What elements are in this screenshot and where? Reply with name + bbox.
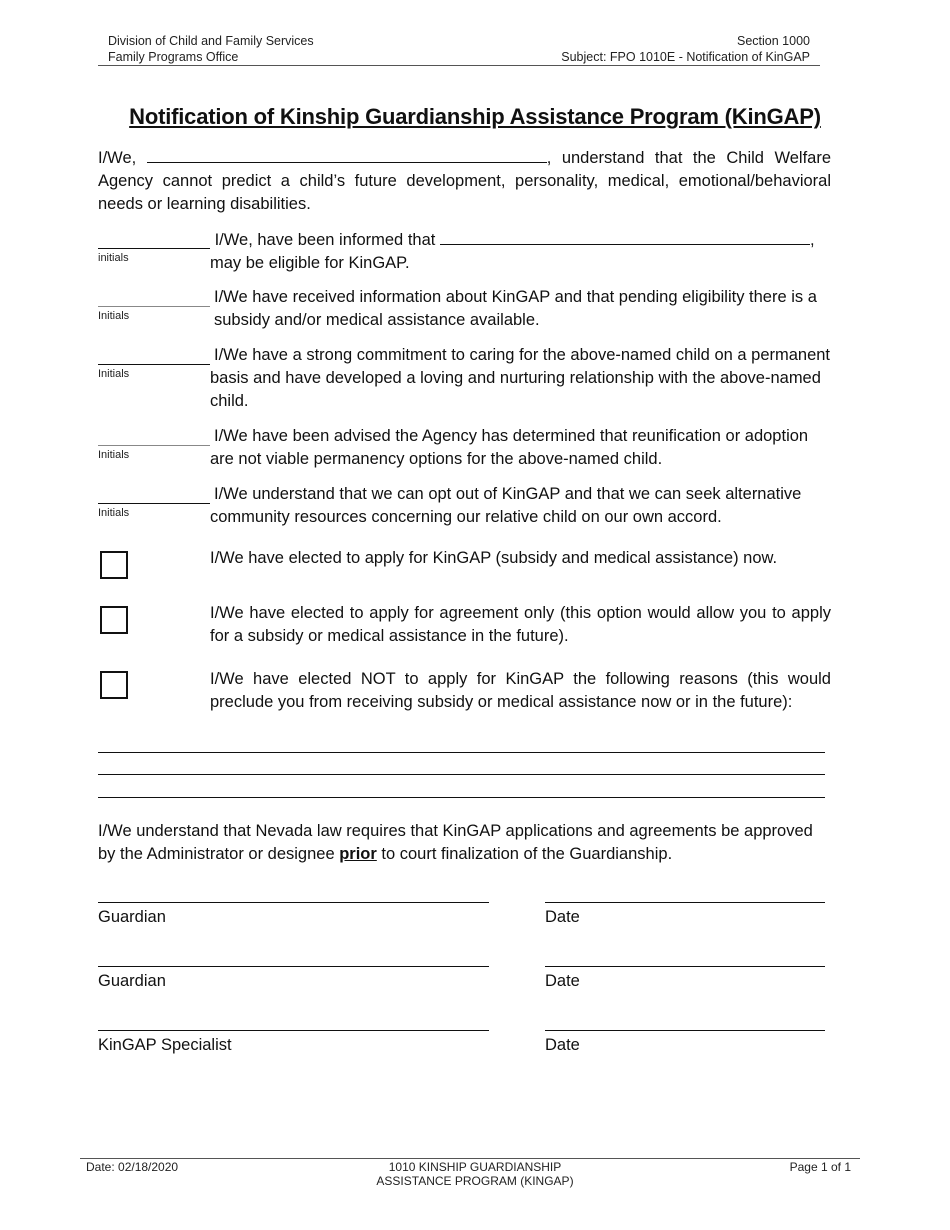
guardian-2-date-label: Date xyxy=(545,972,580,990)
law-emphasis: prior xyxy=(339,845,377,863)
page-title: Notification of Kinship Guardianship Assistance Program (KinGAP) xyxy=(129,104,821,129)
guardian-2-label: Guardian xyxy=(98,972,166,990)
initial-item-3: I/We have a strong commitment to caring for the above-named child on a permanent basis and have developed a loving and nurturing relationship with the above-named child. xyxy=(210,346,831,410)
checkbox-not-apply[interactable] xyxy=(100,671,128,699)
initial-item-2: I/We have received information about KinGAP and that pending eligibility there is a subsidy and/or medical assistance available. xyxy=(214,288,817,329)
checkbox-agreement-only[interactable] xyxy=(100,606,128,634)
initials-label-5: Initials xyxy=(98,507,130,519)
initials-label-1: initials xyxy=(98,252,129,264)
reason-line-1[interactable] xyxy=(98,752,825,753)
item-1-prefix: I/We, have been informed that xyxy=(214,231,436,249)
guardian-1-label: Guardian xyxy=(98,908,166,926)
header-left xyxy=(108,33,314,65)
initials-label-4: Initials xyxy=(98,449,130,461)
division-name: Division of Child and Family Services xyxy=(108,34,314,48)
initial-item-5: I/We understand that we can opt out of KinGAP and that we can seek alternative community resources concerning our relative child on our own accord. xyxy=(210,485,802,526)
guardian-1-date-label: Date xyxy=(545,908,580,926)
law-after: to court finalization of the Guardianship. xyxy=(376,845,673,863)
item-1-suffix: may be eligible for KinGAP. xyxy=(210,254,410,272)
subject-line: Subject: FPO 1010E - Notification of KinGAP xyxy=(561,50,810,64)
initials-field-2[interactable] xyxy=(98,306,210,307)
law-before: I/We understand that Nevada law requires that KinGAP applications and agreements be approved by the Administrator or designee xyxy=(98,822,813,863)
initials-field-4[interactable] xyxy=(98,445,210,446)
option-agreement-only: I/We have elected to apply for agreement only (this option would allow you to apply for a subsidy or medical assistance in the future). xyxy=(210,604,831,645)
child-name-field[interactable] xyxy=(440,229,810,245)
guardian-1-signature-line[interactable] xyxy=(98,902,489,903)
footer-rule xyxy=(80,1158,860,1159)
footer-title-line-1: 1010 KINSHIP GUARDIANSHIP xyxy=(388,1160,562,1174)
guardian-1-date-line[interactable] xyxy=(545,902,825,903)
intro-suffix: , understand that the Child Welfare Agency cannot predict a child’s future development, personality, medical, emotional/behavioral needs or learning disabilities. xyxy=(98,149,831,213)
section-number: Section 1000 xyxy=(737,34,810,48)
option-apply-now: I/We have elected to apply for KinGAP (subsidy and medical assistance) now. xyxy=(210,549,778,567)
initials-field-5[interactable] xyxy=(98,503,210,504)
guardian-2-signature-line[interactable] xyxy=(98,966,489,967)
initial-item-1: I/We, have been informed that , may be eligible for KinGAP. xyxy=(210,231,815,272)
guardian-2-date-line[interactable] xyxy=(545,966,825,967)
initial-item-4: I/We have been advised the Agency has determined that reunification or adoption are not viable permanency options for the above-named child. xyxy=(210,427,809,468)
header-right xyxy=(561,33,810,65)
intro-paragraph xyxy=(98,147,831,216)
office-name: Family Programs Office xyxy=(108,50,239,64)
option-not-apply: I/We have elected NOT to apply for KinGAP the following reasons (this would preclude you from receiving subsidy or medical assistance now or in the future): xyxy=(210,670,831,711)
footer-date: Date: 02/18/2020 xyxy=(86,1160,179,1174)
specialist-signature-line[interactable] xyxy=(98,1030,489,1031)
initials-field-3[interactable] xyxy=(98,364,210,365)
footer-page-number: Page 1 of 1 xyxy=(789,1160,851,1174)
header-rule xyxy=(98,65,820,66)
reason-line-3[interactable] xyxy=(98,797,825,798)
checkbox-apply-now[interactable] xyxy=(100,551,128,579)
specialist-label: KinGAP Specialist xyxy=(98,1036,232,1054)
footer-title-line-2: ASSISTANCE PROGRAM (KINGAP) xyxy=(376,1174,574,1188)
initials-label-2: Initials xyxy=(98,310,130,322)
initials-field-1[interactable] xyxy=(98,248,210,249)
guardian-name-field[interactable] xyxy=(147,147,547,163)
intro-prefix: I/We, xyxy=(98,149,137,167)
initials-label-3: Initials xyxy=(98,368,130,380)
specialist-date-line[interactable] xyxy=(545,1030,825,1031)
law-paragraph xyxy=(98,820,831,866)
specialist-date-label: Date xyxy=(545,1036,580,1054)
reason-line-2[interactable] xyxy=(98,774,825,775)
